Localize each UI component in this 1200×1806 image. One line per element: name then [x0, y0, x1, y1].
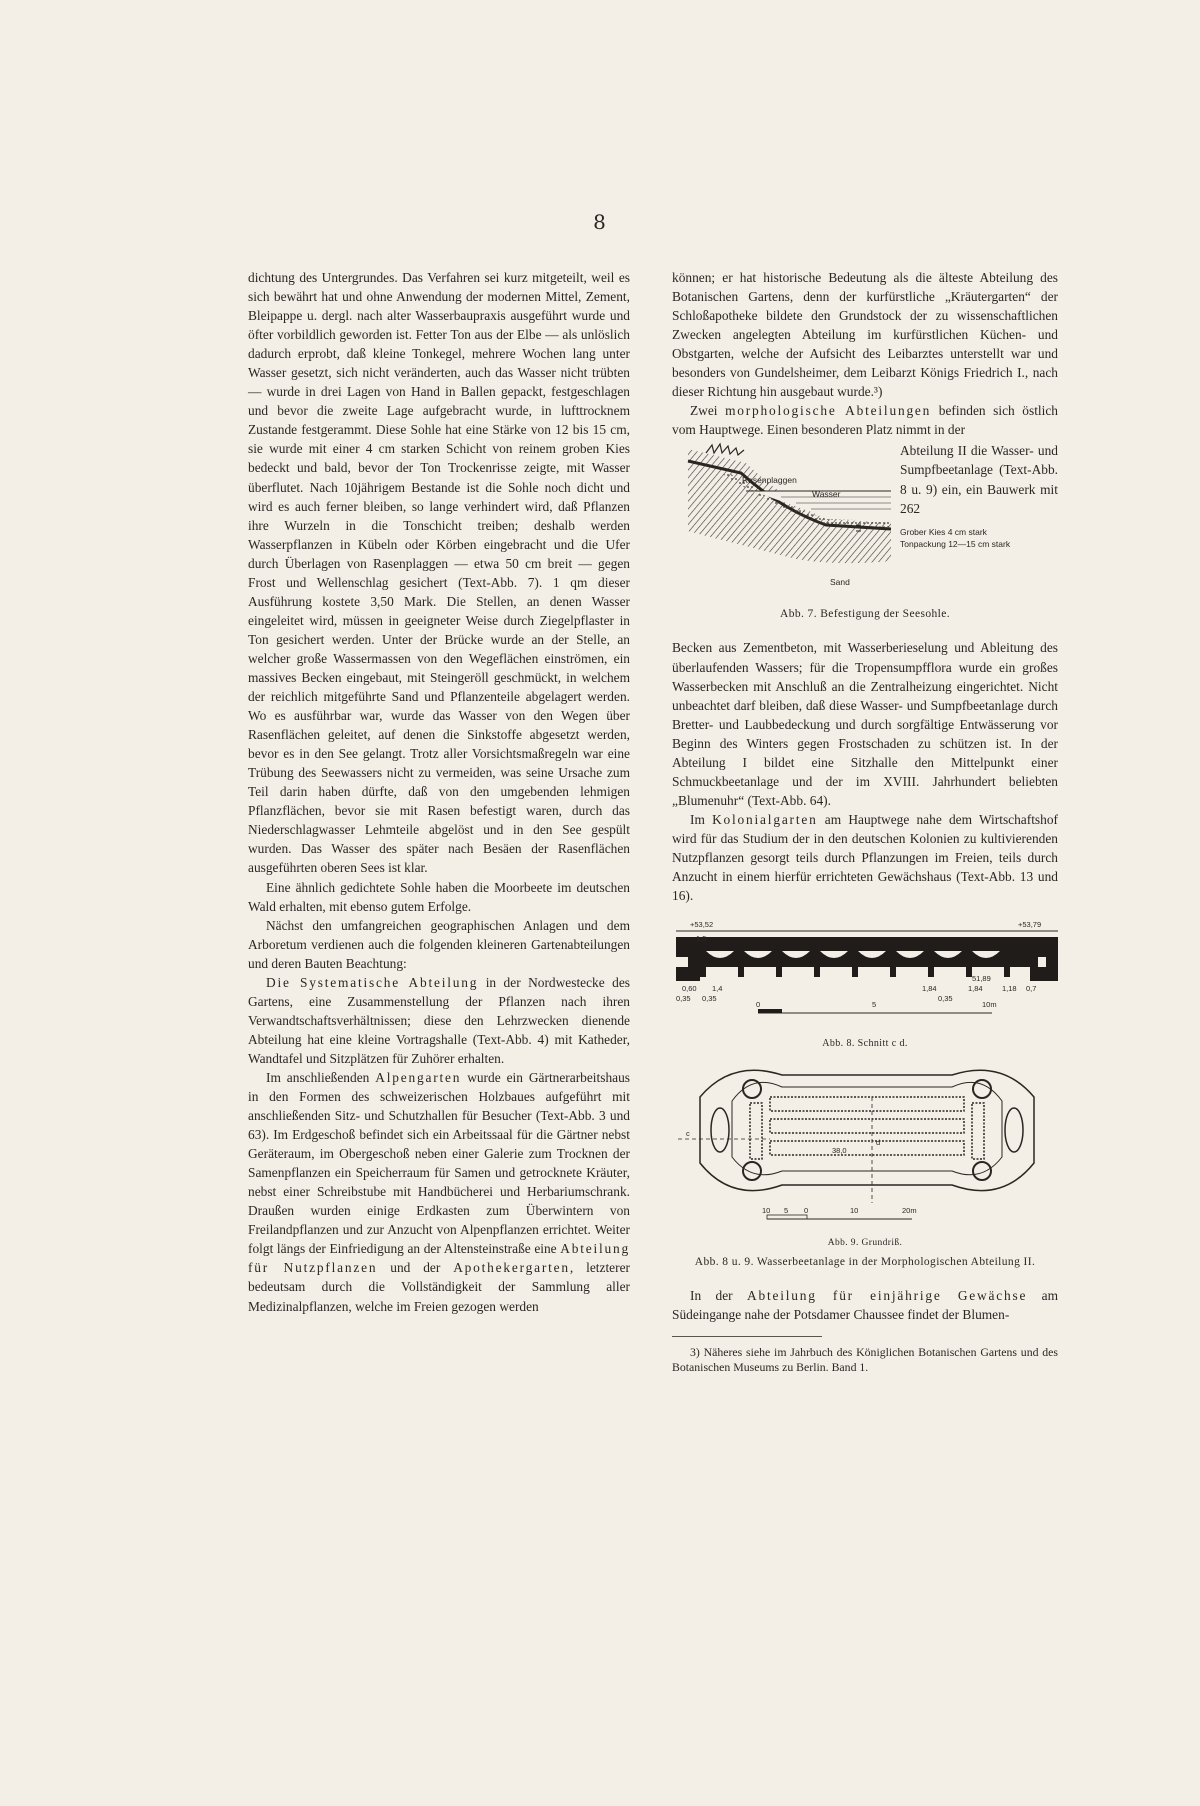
- dim-label: 38,0: [832, 1146, 847, 1156]
- text: und der: [377, 1260, 454, 1276]
- wrapped-text: Abteilung II die Wasser- und Sumpfbeetanlage (Text-Abb. 8 u. 9) ein, ein Bauwerk mit 262: [900, 443, 1058, 516]
- scale-label: 0: [804, 1206, 809, 1216]
- emphasis: Abteilung für Nutzpflanzen: [248, 1241, 630, 1276]
- scale-label: 10: [850, 1206, 859, 1216]
- figure-7: [672, 441, 1058, 601]
- paragraph: Eine ähnlich gedichtete Sohle haben die Moorbeete im deutschen Wald erhalten, mit ebenso gutem Erfolge.: [248, 879, 630, 914]
- label-rasenplaggen: Rasenplaggen: [742, 475, 797, 486]
- figure-7-caption: Abb. 7. Befestigung der Seesohle.: [779, 608, 951, 621]
- figure-9-caption: Abb. 9. Grundriß.: [827, 1238, 903, 1249]
- paragraph-einjaehrige: [672, 1286, 1058, 1324]
- text: am Südeingange nahe der Potsdamer Chaussee findet der Blumen-: [672, 1288, 1058, 1323]
- emphasis: Die Systematische Abteilung: [266, 974, 479, 990]
- paragraph-alpengarten: [248, 1068, 630, 1316]
- dim-label: 0,35: [938, 994, 953, 1004]
- right-column: [672, 268, 1058, 1375]
- section-label-d: d: [876, 1138, 881, 1148]
- emphasis: Kolonialgarten: [712, 811, 818, 827]
- dim-label: 1,84: [922, 984, 937, 994]
- scale-label: 10: [762, 1206, 771, 1216]
- dim-label: +53,79: [1018, 920, 1042, 930]
- text: am Hauptwege nahe dem Wirtschaftshof wird für das Studium der in den deutschen Kolonien zu kultivierenden Nutzpflanzen gesorgt teils durch Pflanzungen im Freien, teils durch Anzucht in einem hierfür errichteten Gewächshaus (Text-Abb. 13 und 16).: [672, 811, 1058, 904]
- scale-label: 5: [872, 1000, 877, 1010]
- dim-label: 0,7: [1026, 984, 1037, 994]
- section-cd-drawing: [672, 917, 1058, 1029]
- dim-label: 51,89: [972, 974, 991, 984]
- text: Im: [690, 811, 713, 827]
- emphasis: Alpengarten: [375, 1069, 462, 1085]
- label-sand: Sand: [830, 577, 850, 588]
- footnote-divider: [672, 1336, 822, 1337]
- label-tonpackung: Tonpackung 12—15 cm stark: [900, 539, 1011, 550]
- dim-label: 1,18: [1002, 984, 1017, 994]
- paragraph-morphologische: [672, 401, 1058, 439]
- section-label-c: c: [686, 1129, 690, 1139]
- text: , letzterer bedeutsam durch die Vollständigkeit der Sammlung aller Medizinalpflanzen, welche im Freien gezogen werden: [248, 1260, 630, 1314]
- figure-8: [672, 917, 1058, 1049]
- scale-label: 0: [756, 1000, 761, 1010]
- scale-label: 20m: [902, 1206, 917, 1216]
- dim-label: 0,35: [676, 994, 691, 1004]
- page-number: 8: [593, 210, 607, 234]
- paragraph: dichtung des Untergrundes. Das Verfahren sei kurz mitgeteilt, weil es sich bewährt hat und ohne Anwendung der modernen Mittel, Zement, Bleipappe u. dergl. nach alter Wasserbaupraxis ausgeführt wurde und öfter vorbildlich geworden ist. Fetter Ton aus der Elbe — als unlöslich dadurch erprobt, daß kleine Tonkegel, mehrere Wochen lang unter Wasser gesetzt, sich nicht veränderten, auch das Wasser nicht trübten — wurde in drei Lagen von Hand in Ballen gepackt, festgeschlagen und bevor die zweite Lage aufgebracht wurde, in lufttrocknem Zustande festgerammt. Diese Sohle hat eine Stärke von 12 bis 15 cm, sie wurde mit einer 4 cm starken Schicht von reinem groben Kies bedeckt und bald, bevor der Ton Trockenrisse zeigte, mit Wasser überflutet. Nach 10jährigem Bestande ist die Sohle noch dicht und wird es auch ferner bleiben, so lange verhindert wird, daß Pflanzen ihre Wurzeln in die Tonschicht treiben; deshalb werden Wasserpflanzen in Kübeln oder Körben eingebracht und die Ufer durch Überlagen von Rasenplaggen — etwa 50 cm breit — gegen Frost und Wellenschlag gesichert (Text-Abb. 7). 1 qm dieser Ausführung kostete 3,50 Mark. Die Stellen, an denen Wasser eingeleitet wird, müssen in geeigneter Weise durch Ziegelpflaster in Ton gesichert werden. Unter der Brücke wurde an der Stelle, an welcher große Wassermassen von den Wegeflächen einströmen, ein massives Becken eingebaut, mit Steingeröll geschmückt, in welchem der reichlich mitgeführte Sand und Pflanzenteile abgelagert werden. Wo es ausführbar war, wurde das Wasser von den Wegen über Rasenflächen geleitet, auf denen die Sinkstoffe abgesetzt werden, bevor es in den See gelangt. Trotz aller Vorsichtsmaßregeln war eine Trübung des Seewassers nicht zu vermeiden, was seine Ursache zum Teil darin haben dürfte, daß von den umgebenden lehmigen Pflanzflächen, bevor sie mit Rasen befestigt waren, durch das Niederschlagwasser Lehmteile abgelöst und in den See gespült wurden. Das Wasser des später nach Besäen der Rasenflächen ausgeführten oberen Sees ist klar.: [248, 270, 630, 876]
- text: wurde ein Gärtnerarbeitshaus in den Formen des schweizerischen Holzbaues aufgeführt mit anschließenden Sitz- und Schutzhallen für Besucher (Text-Abb. 3 und 63). Im Erdgeschoß befindet sich ein Arbeitssaal für die Gärtner nebst Geräteraum, im Obergeschoß neben einer Galerie zum Trocknen der Samenpflanzen ein Speicherraum für Samen und getrocknete Kräuter, nebst einer Schreibstube mit Handbücherei und Herbariumschrank. Draußen wurden einige Erdkasten zum Überwintern von Freilandpflanzen und zur Anzucht von Alpenpflanzen errichtet. Weiter folgt längs der Einfriedigung an der Altensteinstraße eine: [248, 1069, 630, 1257]
- dim-label: 0,60: [682, 984, 697, 994]
- paragraph: Nächst den umfangreichen geographischen Anlagen und dem Arboretum verdienen auch die folgenden kleineren Gartenabteilungen und deren Bauten Beachtung:: [248, 917, 630, 971]
- seesohle-section-drawing: [686, 441, 891, 576]
- footnote: 3) Näheres siehe im Jahrbuch des Königlichen Botanischen Gartens und des Botanischen Museums zu Berlin. Band 1.: [672, 1345, 1058, 1375]
- text: befinden sich östlich vom Hauptwege. Einen besonderen Platz nimmt in der: [672, 403, 1058, 438]
- figure-8-caption: Abb. 8. Schnitt c d.: [822, 1038, 908, 1050]
- text: in der Nordwestecke des Gartens, eine Zusammenstellung der Pflanzen nach ihren Verwandtschaftsverhältnissen; diese den Lehrzwecken dienende Abteilung hat eine kleine Vortragshalle (Text-Abb. 4) mit Katheder, Wandtafel und Sitzplätzen für Zuhörer erhalten.: [248, 974, 630, 1066]
- paragraph-systematische: [248, 973, 630, 1068]
- scale-label: 5: [784, 1206, 789, 1216]
- dim-label: +53,52: [690, 920, 714, 930]
- figure-9: [672, 1053, 1058, 1249]
- dim-label: 0,35: [702, 994, 717, 1004]
- left-column: [248, 268, 630, 1316]
- paragraph: Becken aus Zementbeton, mit Wasserberieselung und Ableitung des überlaufenden Wassers; für die Tropensumpfflora wurde ein großes Wasserbecken mit Anschluß an die Zentralheizung eingerichtet. Nicht unbeachtet darf bleiben, daß diese Wasser- und Sumpfbeetanlage durch Bretter- und Laubbedeckung und durch sorgfältige Entwässerung vor Beginn des Winters gegen Frostschaden zu schützen ist. In der Abteilung I bildet eine Sitzhalle den Mittelpunkt einer Schmuckbeetanlage und der im XVIII. Jahrhundert beliebten „Blumenuhr“ (Text-Abb. 64).: [672, 640, 1058, 808]
- emphasis: morphologische Abteilungen: [725, 403, 932, 419]
- emphasis: Abteilung für einjährige Gewächse: [747, 1288, 1028, 1304]
- ground-plan-drawing: [672, 1053, 1058, 1229]
- label-wasser: Wasser: [812, 489, 841, 500]
- paragraph-kolonialgarten: [672, 810, 1058, 905]
- scale-label: 10m: [982, 1000, 997, 1010]
- text: Zwei: [690, 403, 726, 419]
- paragraph: können; er hat historische Bedeutung als die älteste Abteilung des Botanischen Gartens, denn der kurfürstliche „Kräutergarten“ der Schloßapotheke bildete den Grundstock der zu wissenschaftlichen Zwecken angelegten Abteilung im kurfürstlichen Küchen- und Obstgarten, welche der Aufsicht des Leibarztes unterstellt war und besonders von Gundelsheimer, dem Leibarzt Königs Friedrich I., nach dieser Richtung hin ausgebaut wurde.³): [672, 270, 1058, 400]
- text: In der: [690, 1288, 747, 1304]
- dim-label: 1,84: [968, 984, 983, 994]
- label-kies: Grober Kies 4 cm stark: [900, 527, 987, 538]
- dim-label: 1,5: [696, 934, 707, 944]
- dim-label: 1,4: [712, 984, 723, 994]
- figure-8-9-caption: Abb. 8 u. 9. Wasserbeetanlage in der Morphologischen Abteilung II.: [694, 1256, 1036, 1269]
- emphasis: Apothekergarten: [453, 1260, 570, 1276]
- text: Im anschließenden: [266, 1069, 376, 1085]
